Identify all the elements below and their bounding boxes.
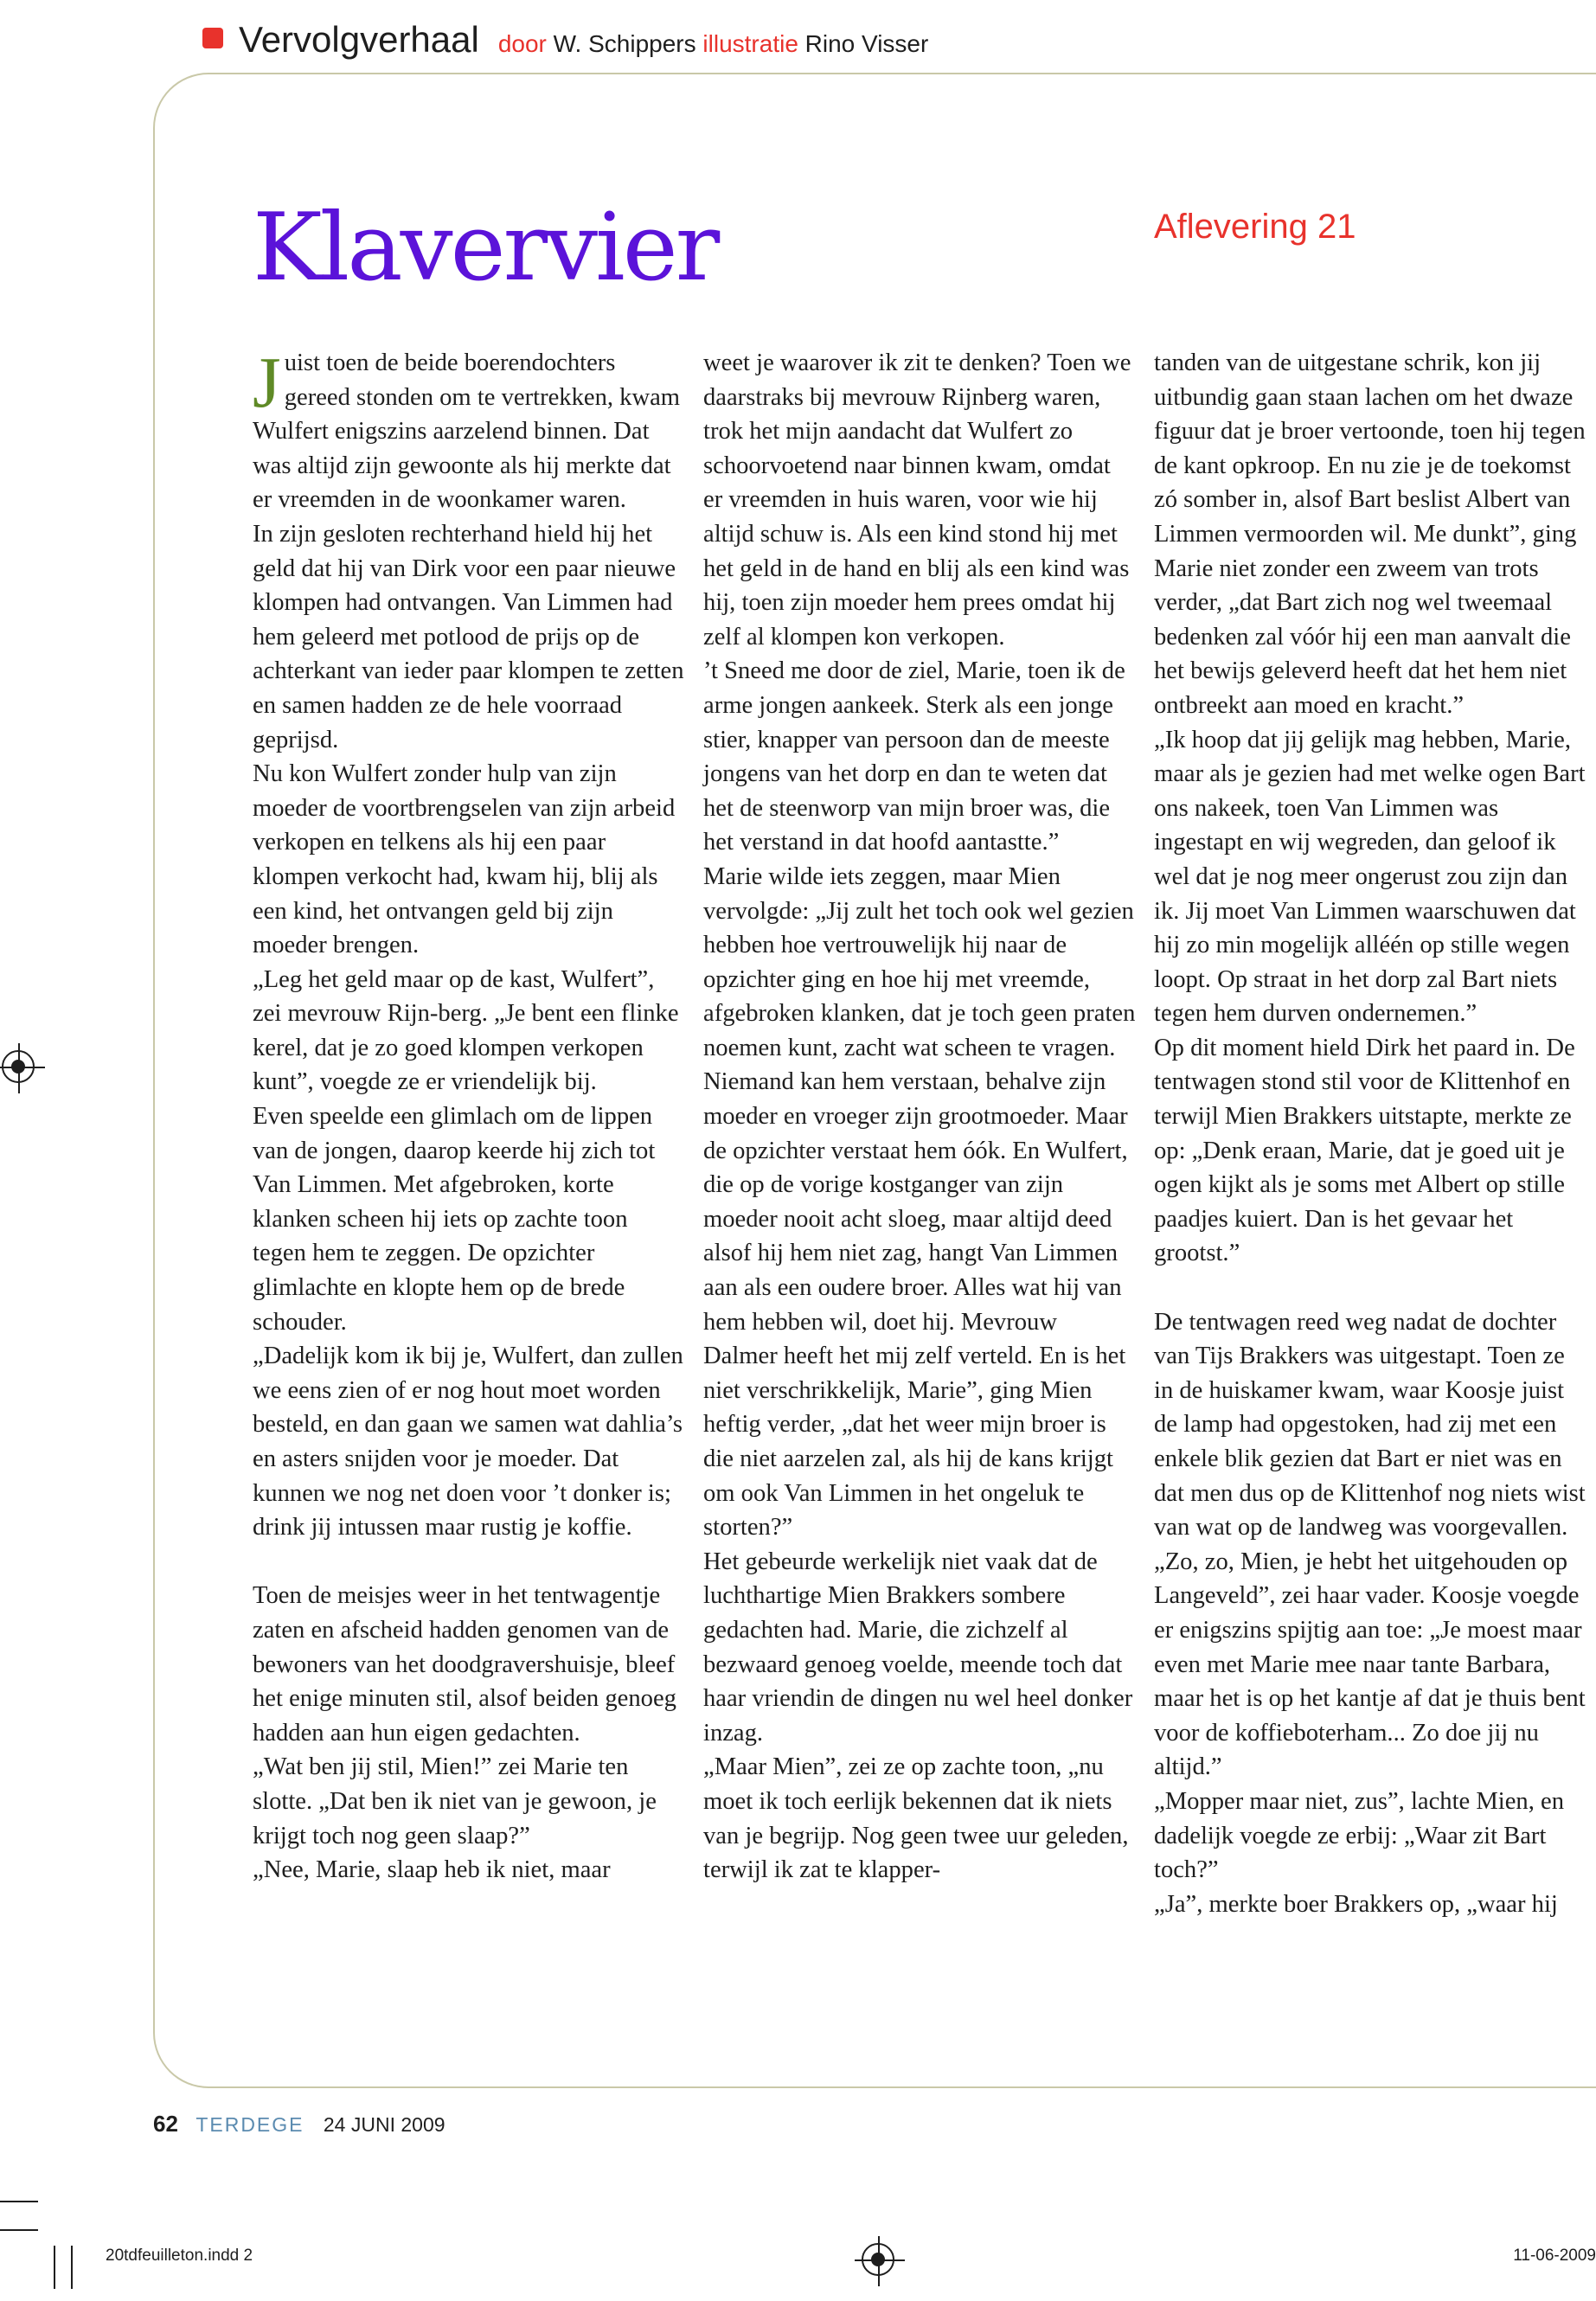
text-column-2	[703, 346, 1136, 1888]
paragraph: „Maar Mien”, zei ze op zachte toon, „nu moet ik toch eerlijk bekennen dat ik niets van je begrijp. Nog geen twee uur geleden, terwijl ik zat te klapper-	[703, 1753, 1129, 1884]
illustrator-name: Rino Visser	[804, 30, 929, 57]
paragraph: „Mopper maar niet, zus”, lachte Mien, en dadelijk voegde ze erbij: „Waar zit Bart toch?”	[1154, 1787, 1564, 1884]
paragraph: Toen de meisjes weer in het tentwagentje zaten en afscheid hadden genomen van de bewoners van het doodgravershuisje, bleef het enige minuten stil, alsof beiden genoeg hadden aan hun eigen gedachten.	[253, 1582, 676, 1747]
paragraph: In zijn gesloten rechterhand hield hij het geld dat hij van Dirk voor een paar nieuwe klompen had ontvangen. Van Limmen had hem geleerd met potlood de prijs op de achterkant van ieder paar klompen te zetten en samen hadden ze de hele voorraad geprijsd.	[253, 520, 684, 753]
registration-mark-icon	[2, 1050, 35, 1083]
section-label: Vervolgverhaal	[239, 19, 479, 60]
illustration-label: illustratie	[702, 30, 798, 57]
paragraph: „Ik hoop dat jij gelijk mag hebben, Marie, maar als je gezien had met welke ogen Bart ons nakeek, toen Van Limmen was ingestapt en wij wegreden, dan geloof ik wel dat je nog meer ongerust zou zijn dan ik. Jij moet Van Limmen waarschuwen dat hij zo min mogelijk alléén op stille wegen loopt. Op straat in het dorp zal Bart niets tegen hem durven ondernemen.”	[1154, 726, 1586, 1028]
registration-mark-icon	[862, 2243, 894, 2276]
paragraph: ’t Sneed me door de ziel, Marie, toen ik de arme jongen aankeek. Sterk als een jonge stier, knapper van persoon dan de meeste jongens van het dorp en dan te weten dat het de steenworp van mijn broer was, die het verstand in dat hoofd aantastte.”	[703, 657, 1125, 856]
slug-filename: 20tdfeuilleton.indd 2	[106, 2247, 253, 2265]
slug-date: 11-06-2009	[1513, 2247, 1596, 2265]
issue-date: 24 JUNI 2009	[323, 2113, 445, 2136]
episode-label: Aflevering 21	[1154, 208, 1356, 246]
crop-mark	[0, 2229, 38, 2231]
magazine-name: TERDEGE	[195, 2113, 304, 2136]
crop-mark	[0, 2201, 38, 2202]
paragraph: Marie wilde iets zeggen, maar Mien vervolgde: „Jij zult het toch ook wel gezien hebben hoe vertrouwelijk hij naar de opzichter ging en hoe hij met vreemde, afgebroken klanken, dat je toch geen praten noemen kunt, zacht wat scheen te vragen. Niemand kan hem verstaan, behalve zijn moeder en vroeger zijn grootmoeder. Maar de opzichter verstaat hem óók. En Wulfert, die op de vorige kostganger van zijn moeder nooit acht sloeg, maar altijd deed alsof hij hem niet zag, hangt Van Limmen aan als een oudere broer. Alles wat hij van hem hebben wil, doet hij. Mevrouw Dalmer heeft het mij zelf verteld. En is het niet verschrikkelijk, Marie”, ging Mien heftig verder, „dat het weer mijn broer is die niet aarzelen zal, als hij de kans krijgt om ook Van Limmen in het ongeluk te storten?”	[703, 862, 1136, 1541]
paragraph: „Wat ben jij stil, Mien!” zei Marie ten slotte. „Dat ben ik niet van je gewoon, je krijgt toch nog geen slaap?”	[253, 1753, 657, 1849]
text-column-1	[253, 343, 685, 1888]
paragraph: weet je waarover ik zit te denken? Toen we daarstraks bij mevrouw Rijnberg waren, trok het mijn aandacht dat Wulfert zo schoorvoetend naar binnen kwam, omdat er vreemden in huis waren, voor wie hij altijd schuw is. Als een kind stond hij met het geld in de hand en blij als een kind was hij, toen zijn moeder hem prees omdat hij zelf al klompen kon verkopen.	[703, 349, 1131, 651]
paragraph: „Dadelijk kom ik bij je, Wulfert, dan zullen we eens zien of er nog hout moet worden besteld, en dan gaan we samen wat dahlia’s en asters snijden voor je moeder. Dat kunnen we nog net doen voor ’t donker is; drink jij intussen maar rustig je koffie.	[253, 1343, 683, 1541]
section-marker-icon	[202, 28, 223, 48]
crop-mark	[71, 2246, 73, 2289]
paragraph: Nu kon Wulfert zonder hulp van zijn moeder de voortbrengselen van zijn arbeid verkopen en telkens als hij een paar klompen verkocht had, kwam hij, blij als een kind, het ontvangen geld bij zijn moeder brengen.	[253, 760, 676, 959]
crop-mark	[54, 2246, 55, 2289]
paragraph: Het gebeurde werkelijk niet vaak dat de luchthartige Mien Brakkers sombere gedachten had. Marie, die zichzelf al bezwaard genoeg voelde, meende toch dat haar vriendin de dingen nu wel heel donker inzag.	[703, 1548, 1133, 1747]
paragraph: Juist toen de beide boerendochters gereed stonden om te vertrekken, kwam Wulfert enigszins aarzelend binnen. Dat was altijd zijn gewoonte als hij merkte dat er vreemden in de woonkamer waren.	[253, 343, 681, 514]
paragraph: „Ja”, merkte boer Brakkers op, „waar hij	[1154, 1890, 1558, 1918]
paragraph: De tentwagen reed weg nadat de dochter van Tijs Brakkers was uitgestapt. Toen ze in de huiskamer kwam, waar Koosje juist de lamp had opgestoken, had zij met een enkele blik gezien dat Bart er niet was en dat men dus op de Klittenhof nog niets wist van wat op de landweg was voorgevallen.	[1154, 1308, 1586, 1541]
page-number: 62	[153, 2111, 178, 2137]
section-header	[202, 19, 928, 66]
paragraph: Op dit moment hield Dirk het paard in. De tentwagen stond stil voor de Klittenhof en terwijl Mien Brakkers uitstapte, merkte ze op: „Denk eraan, Marie, dat je goed uit je ogen kijkt als je soms met Albert op stille paadjes kuiert. Dan is het gevaar het grootst.”	[1154, 1034, 1575, 1267]
paragraph: Even speelde een glimlach om de lippen van de jongen, daarop keerde hij zich tot Van Limmen. Met afgebroken, korte klanken scheen hij iets op zachte toon tegen hem te zeggen. De opzichter glimlachte en klopte hem op de brede schouder.	[253, 1103, 656, 1336]
text-column-3	[1154, 346, 1586, 1921]
drop-cap: J	[253, 343, 281, 423]
by-label: door	[497, 30, 547, 57]
paragraph: „Leg het geld maar op de kast, Wulfert”, zei mevrouw Rijn-berg. „Je bent een flinke kerel, dat je zo goed klompen verkopen kunt”, voegde ze er vriendelijk bij.	[253, 965, 679, 1096]
credits	[498, 30, 928, 58]
page-footer	[153, 2111, 445, 2138]
paragraph: tanden van de uitgestane schrik, kon jij uitbundig gaan staan lachen om het dwaze figuur dat je broer vertoonde, toen hij tegen de kant opkroop. En nu zie je de toekomst zó somber in, alsof Bart beslist Albert van Limmen vermoorden wil. Me dunkt”, ging Marie niet zonder een zweem van trots verder, „dat Bart zich nog wel tweemaal bedenken zal vóór hij een man aanvalt die het bewijs geleverd heeft dat het hem niet ontbreekt aan moed en kracht.”	[1154, 349, 1586, 719]
author-name: W. Schippers	[553, 30, 696, 57]
paragraph: „Nee, Marie, slaap heb ik niet, maar	[253, 1856, 611, 1884]
article-title: Klavervier	[253, 194, 718, 302]
paragraph: „Zo, zo, Mien, je hebt het uitgehouden op Langeveld”, zei haar vader. Koosje voegde er enigszins spijtig aan toe: „Je moest maar even met Marie mee naar tante Barbara, maar het is op het kantje af dat je thuis bent voor de koffieboterham... Zo doe jij nu altijd.”	[1154, 1548, 1586, 1781]
